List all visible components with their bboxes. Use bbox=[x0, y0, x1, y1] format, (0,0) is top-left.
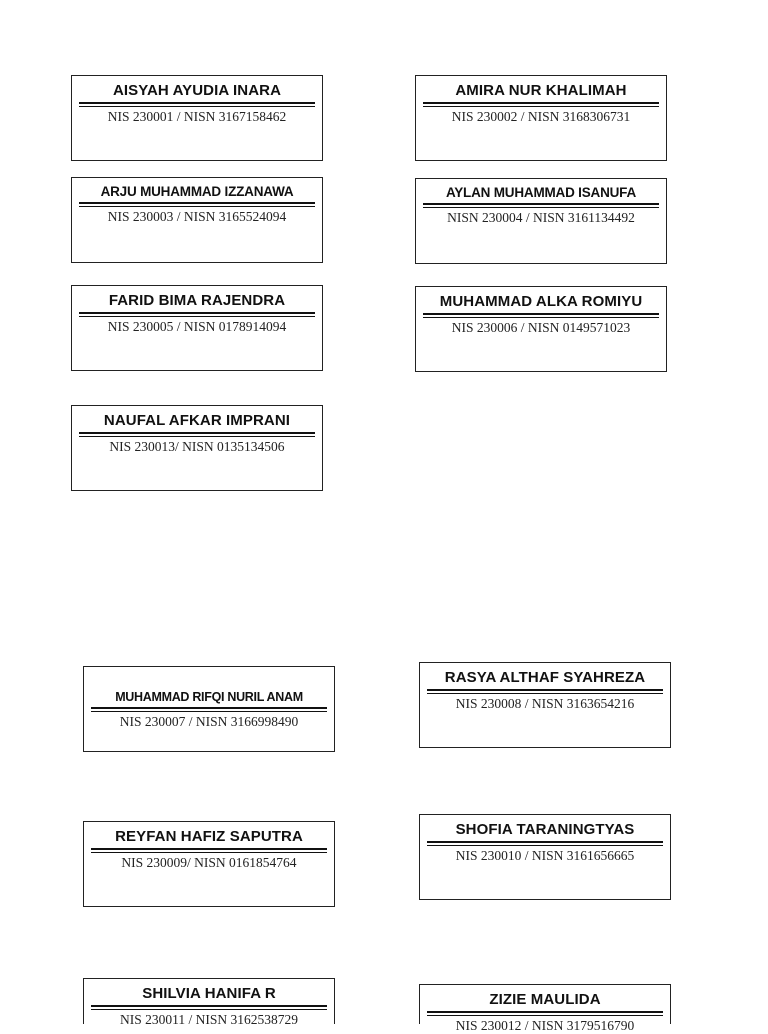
double-rule-divider bbox=[91, 848, 327, 853]
double-rule-divider bbox=[79, 312, 315, 317]
student-name: MUHAMMAD ALKA ROMIYU bbox=[439, 293, 643, 310]
student-name: SHOFIA TARANINGTYAS bbox=[455, 821, 635, 838]
double-rule-divider bbox=[79, 432, 315, 437]
student-ids: NIS 230006 / NISN 0149571023 bbox=[451, 320, 631, 335]
student-ids: NISN 230004 / NISN 3161134492 bbox=[447, 210, 635, 225]
name-label-card bbox=[419, 814, 671, 900]
student-ids: NIS 230003 / NISN 3165524094 bbox=[107, 209, 287, 224]
name-label-card bbox=[71, 177, 323, 263]
student-name: AISYAH AYUDIA INARA bbox=[112, 82, 282, 99]
double-rule-divider bbox=[423, 203, 659, 208]
name-label-card bbox=[415, 286, 667, 372]
double-rule-divider bbox=[91, 707, 327, 712]
student-name: AYLAN MUHAMMAD ISANUFA bbox=[445, 185, 637, 200]
student-name: RASYA ALTHAF SYAHREZA bbox=[444, 669, 646, 686]
name-label-card bbox=[83, 821, 335, 907]
name-label-card bbox=[419, 662, 671, 748]
student-name: AMIRA NUR KHALIMAH bbox=[455, 82, 627, 99]
student-ids: NIS 230008 / NISN 3163654216 bbox=[455, 696, 635, 711]
student-ids: NIS 230011 / NISN 3162538729 bbox=[119, 1012, 298, 1027]
name-label-card bbox=[415, 75, 667, 161]
double-rule-divider bbox=[427, 841, 663, 846]
name-label-card bbox=[83, 978, 335, 1027]
student-ids: NIS 230013/ NISN 0135134506 bbox=[109, 439, 285, 454]
student-name: ZIZIE MAULIDA bbox=[489, 991, 601, 1008]
name-label-card bbox=[71, 75, 323, 161]
name-label-card bbox=[71, 405, 323, 491]
name-label-card bbox=[71, 285, 323, 371]
student-ids: NIS 230007 / NISN 3166998490 bbox=[119, 714, 299, 729]
double-rule-divider bbox=[423, 313, 659, 318]
student-name: ARJU MUHAMMAD IZZANAWA bbox=[100, 184, 294, 199]
student-ids: NIS 230009/ NISN 0161854764 bbox=[121, 855, 297, 870]
student-ids: NIS 230012 / NISN 3179516790 bbox=[455, 1018, 635, 1033]
student-ids: NIS 230002 / NISN 3168306731 bbox=[451, 109, 631, 124]
double-rule-divider bbox=[427, 1011, 663, 1016]
student-name: FARID BIMA RAJENDRA bbox=[108, 292, 286, 309]
double-rule-divider bbox=[423, 102, 659, 107]
student-ids: NIS 230001 / NISN 3167158462 bbox=[107, 109, 287, 124]
double-rule-divider bbox=[427, 689, 663, 694]
name-label-card bbox=[83, 666, 335, 752]
double-rule-divider bbox=[91, 1005, 327, 1010]
student-name: MUHAMMAD RIFQI NURIL ANAM bbox=[115, 690, 303, 704]
name-label-card bbox=[419, 984, 671, 1033]
student-name: NAUFAL AFKAR IMPRANI bbox=[103, 412, 291, 429]
student-name: SHILVIA HANIFA R bbox=[142, 985, 276, 1002]
student-ids: NIS 230005 / NISN 0178914094 bbox=[107, 319, 287, 334]
student-name: REYFAN HAFIZ SAPUTRA bbox=[115, 828, 303, 845]
double-rule-divider bbox=[79, 102, 315, 107]
student-ids: NIS 230010 / NISN 3161656665 bbox=[455, 848, 635, 863]
name-label-card bbox=[415, 178, 667, 264]
double-rule-divider bbox=[79, 202, 315, 207]
